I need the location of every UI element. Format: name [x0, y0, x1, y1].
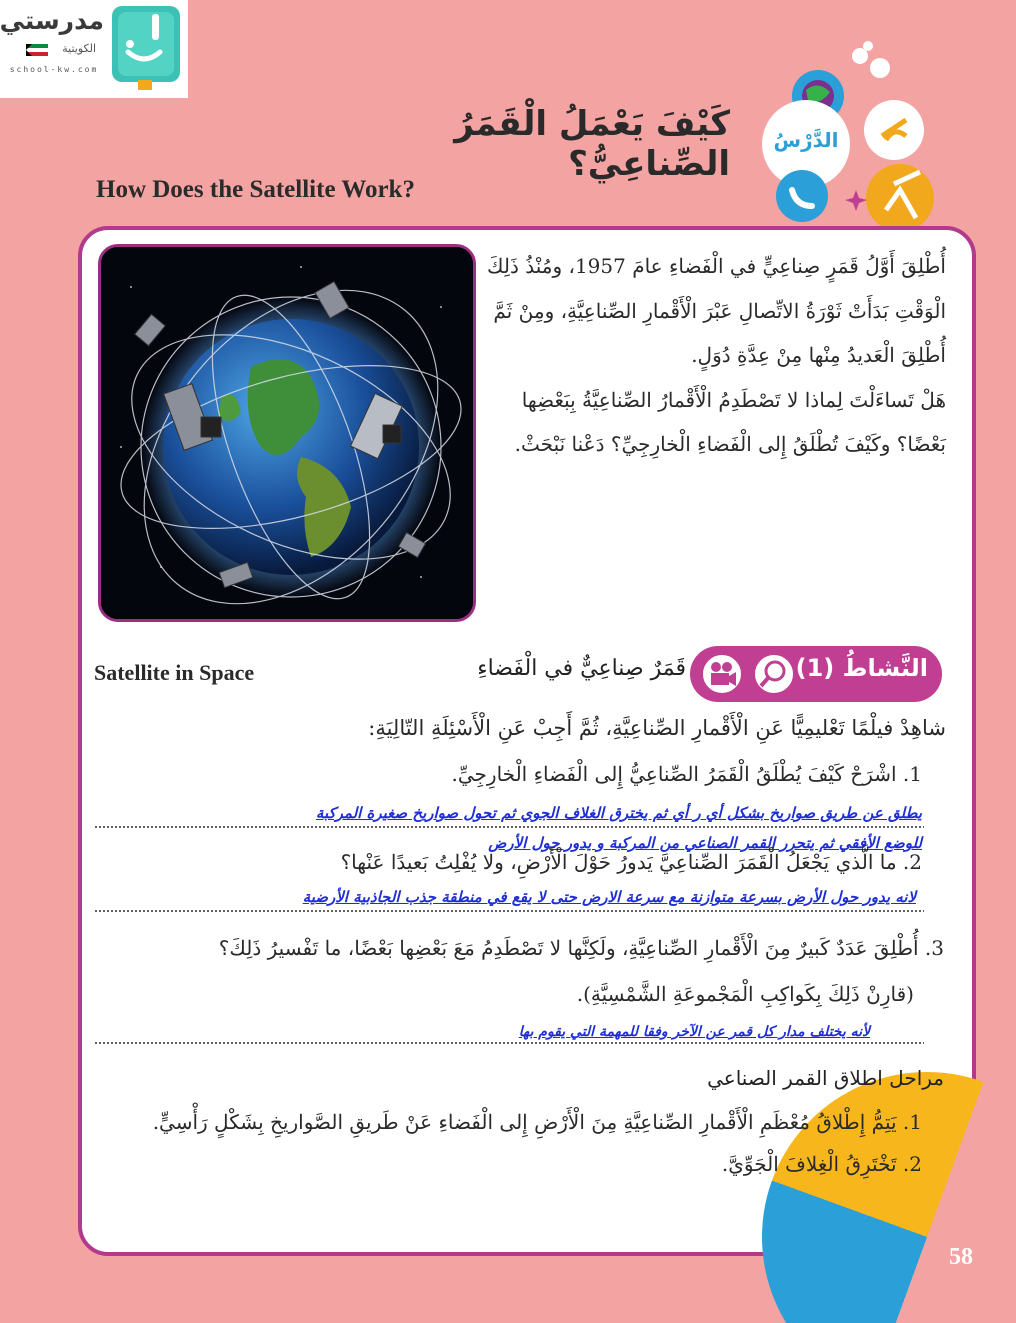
answer-1-line-1[interactable]: يطلق عن طريق صواريخ بشكل أي ر أي ثم يخترق الغلاف الجوي ثم تحول صواريخ صغيرة المركبة: [315, 804, 922, 822]
lesson-badge-label: الدَّرْسُ: [773, 128, 839, 152]
launch-step-1: 1. يَتِمُّ إِطْلاقُ مُعْظَمِ الْأَقْمارِ الصِّناعِيَّةِ مِنَ الْأَرْضِ إِلى الْفَضاءِ عَنْ طَريقِ الصَّواريخِ بِشَكْلٍ رَأْسِيٍّ.: [152, 1110, 922, 1134]
intro-text: [486, 244, 946, 467]
answer-3-line-1[interactable]: لأنه يختلف مدار كل قمر عن الآخر وفقا للمهمة التي يقوم بها: [518, 1024, 870, 1040]
logo-mark-icon: [108, 4, 184, 92]
question-2: 2. ما الَّذي يَجْعَلُ الْقَمَرَ الصِّناعِيَّ يَدورُ حَوْلَ الْأَرْضِ، ولا يُفْلِتُ بَعيدًا عَنْها؟: [340, 850, 922, 874]
question-3-line-1: 3. أُطْلِقَ عَدَدٌ كَبيرٌ مِنَ الْأَقْمارِ الصِّناعِيَّةِ، ولَكِنَّها لا تَصْطَدِمُ مَعَ بَعْضِها بَعْضًا، ما تَفْسيرُ ذَلِكَ؟: [218, 936, 944, 960]
intro-paragraph-1: أُطْلِقَ أَوَّلُ قَمَرٍ صِناعِيٍّ في الْفَضاءِ عامَ 1957، ومُنْذُ ذَلِكَ الْوَقْتِ بَدَأَتْ ثَوْرَةُ الاتِّصالِ عَبْرَ الْأَقْمارِ الصِّناعِيَّةِ، ومِنْ ثَمَّ أُطْلِقَ الْعَديدُ مِنْها مِنْ عِدَّةِ دُوَلٍ.: [487, 254, 946, 367]
answer-1-line-2[interactable]: للوضع الأفقي ثم يتحرر القمر الصناعي من المركبة و يدور حول الأرض: [488, 834, 922, 852]
activity-badge: [690, 646, 942, 702]
answer-line-1: [94, 826, 924, 828]
launch-step-2: 2. تَخْتَرِقُ الْغِلافَ الْجَوِّيَّ.: [721, 1152, 922, 1176]
activity-title-en: Satellite in Space: [94, 660, 255, 685]
activity-label: النَّشاطُ (1): [795, 654, 928, 682]
school-logo: [0, 0, 188, 98]
answer-2-line-1[interactable]: لانه يدور حول الأرض بسرعة متوازنة مع سرعة الارض حتى لا يقع في منطقة جذب الجاذبية الأرضية: [302, 888, 916, 906]
logo-url: school-kw.com: [9, 65, 99, 74]
page-subtitle: How Does the Satellite Work?: [96, 176, 415, 203]
page-title: كَيْفَ يَعْمَلُ الْقَمَرُ الصِّناعِيُّ؟: [454, 104, 730, 184]
question-3-line-2: (قارِنْ ذَلِكَ بِكَواكِبِ الْمَجْموعَةِ الشَّمْسِيَّةِ).: [576, 982, 914, 1006]
logo-country: الكويتية: [62, 42, 96, 55]
intro-paragraph-2: هَلْ تَساءَلْتَ لِماذا لا تَصْطَدِمُ الْأَقْمارُ الصِّناعِيَّةُ بِبَعْضِها بَعْضًا؟ وكَيْفَ تُطْلَقُ إِلى الْفَضاءِ الْخارِجِيِّ؟ دَعْنا نَبْحَثْ.: [514, 387, 946, 456]
logo-name: مدرستي: [0, 6, 104, 35]
activity-instruction: شاهِدْ فيلْمًا تَعْليمِيًّا عَنِ الْأَقْمارِ الصِّناعِيَّةِ، ثُمَّ أَجِبْ عَنِ الْأَسْئِلَةِ التّالِيَةِ:: [368, 716, 946, 740]
question-1: 1. اشْرَحْ كَيْفَ يُطْلَقُ الْقَمَرُ الصِّناعِيُّ إِلى الْفَضاءِ الْخارِجِيِّ.: [451, 762, 922, 786]
magnifier-icon: [752, 652, 796, 696]
earth-orbit-illustration-icon: [101, 247, 476, 622]
activity-title: قَمَرٌ صِناعِيٌّ في الْفَضاءِ: [477, 656, 686, 681]
satellite-earth-image: [98, 244, 476, 622]
answer-line-3: [94, 1042, 924, 1044]
launch-steps-heading: مراحل اطلاق القمر الصناعي: [707, 1066, 944, 1090]
answer-line-2: [94, 910, 924, 912]
video-camera-icon: [700, 652, 744, 696]
page-number: 58: [949, 1244, 973, 1270]
